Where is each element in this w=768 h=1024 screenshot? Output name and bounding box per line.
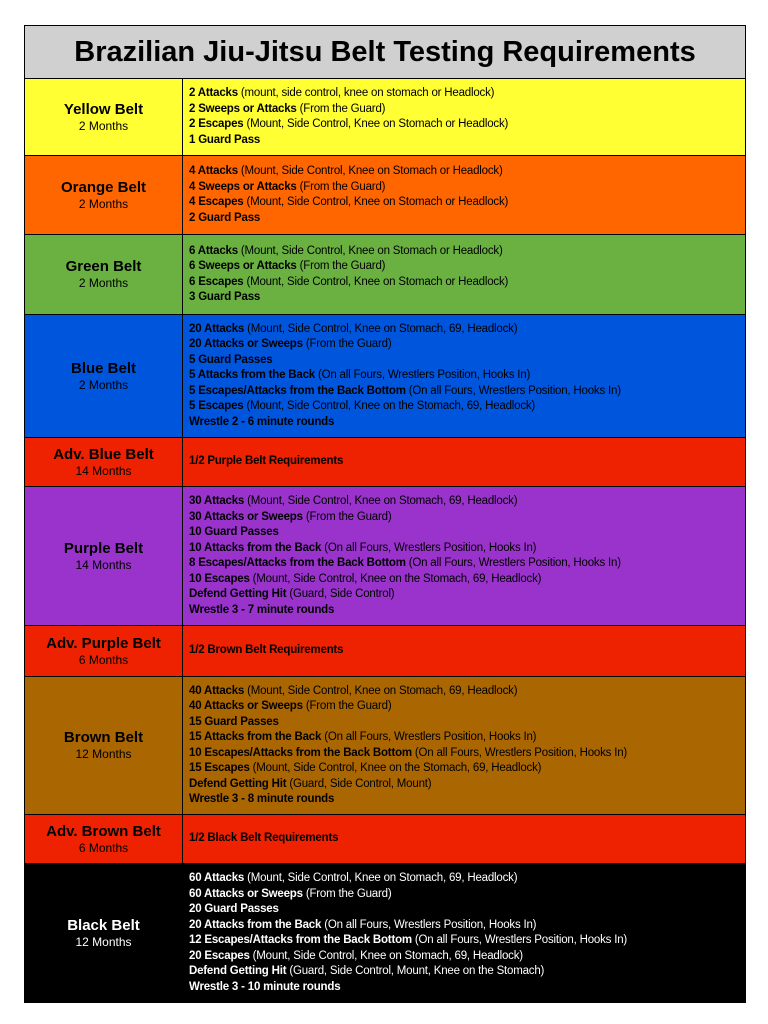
requirement-item [189,980,739,996]
requirement-title: 4 Sweeps or Attacks [189,180,297,193]
requirements-cell [183,864,745,1002]
requirement-title: Defend Getting Hit [189,588,287,600]
requirement-title: 15 Escapes [189,762,250,774]
requirement-title: Defend Getting Hit [189,777,287,790]
requirement-title: 40 Attacks or Sweeps [189,700,303,712]
requirement-title: 2 Guard Pass [189,211,261,224]
requirement-detail: (From the Guard) [302,338,392,351]
requirement-detail: (Mount, Side Control, Knee on Stomach, 69, Headlock) [244,322,518,335]
requirement-title: 20 Attacks from the Back [189,918,322,931]
belt-cell [25,438,183,486]
requirement-detail: (Mount, Side Control, Knee on Stomach or Headlock) [243,196,509,208]
requirement-item [189,86,739,102]
belt-cell [25,235,183,314]
requirement-title: 20 Guard Passes [189,903,279,915]
requirement-item [189,415,739,431]
requirement-item [189,510,739,526]
requirement-item [189,337,739,353]
requirement-detail: (Mount, Side Control, Knee on Stomach, 69, Headlock) [244,684,518,697]
requirement-item [189,902,739,918]
requirement-title: Defend Getting Hit [189,965,287,977]
requirement-title: 1/2 Black Belt Requirements [189,832,339,845]
belt-name: Orange Belt [60,178,147,196]
belt-duration: 6 Months [78,652,129,667]
belt-duration: 2 Months [78,276,129,290]
requirement-detail: (Guard, Side Control, Mount) [286,777,432,790]
belt-cell [25,487,183,625]
requirement-title: 1 Guard Pass [189,133,261,146]
requirements-cell [183,815,745,863]
requirement-detail: (From the Guard) [302,887,392,900]
belt-name: Adv. Brown Belt [46,822,161,840]
requirement-detail: (On all Fours, Wrestlers Position, Hooks In) [315,369,531,382]
belt-duration: 2 Months [78,196,129,211]
requirements-cell [183,677,745,814]
belt-row [25,438,745,487]
requirement-title: 20 Attacks [189,322,245,335]
requirement-item [189,353,739,369]
belt-name: Green Belt [65,258,142,275]
requirement-detail: (Mount, Side Control, Knee on the Stomach, 69, Headlock) [249,762,542,774]
requirement-title: 1/2 Brown Belt Requirements [189,644,344,657]
requirement-title: 5 Escapes [189,400,244,413]
page-title: Brazilian Jiu-Jitsu Belt Testing Requirements [25,26,745,79]
requirement-detail: (Mount, Side Control, Knee on the Stomach, 69, Headlock) [243,400,536,413]
belt-name: Black Belt [67,916,140,934]
requirement-detail: (On all Fours, Wrestlers Position, Hooks In) [321,731,537,743]
belt-name: Adv. Blue Belt [53,445,154,463]
requirement-title: 10 Escapes/Attacks from the Back Bottom [189,746,412,759]
requirement-item [189,933,739,949]
requirement-title: 6 Escapes [189,275,244,288]
requirement-detail: (On all Fours, Wrestlers Position, Hooks In) [405,557,621,569]
requirements-cell [183,626,745,676]
requirements-cell [183,315,745,437]
requirement-item [189,777,739,793]
requirement-item [189,384,739,400]
requirement-item [189,603,739,619]
requirement-item [189,290,739,306]
requirement-title: 8 Escapes/Attacks from the Back Bottom [189,557,406,569]
requirement-detail: (From the Guard) [296,260,386,272]
belt-row [25,156,745,235]
requirement-detail: (Mount, Side Control, Knee on Stomach, 69, Headlock) [244,495,518,507]
requirement-detail: (On all Fours, Wrestlers Position, Hooks In) [321,541,537,554]
requirement-item [189,871,739,887]
requirement-title: 30 Attacks [189,495,245,507]
belt-row [25,487,745,626]
requirement-item [189,730,739,746]
requirement-item [189,525,739,541]
belt-row [25,626,745,677]
belt-name: Brown Belt [63,729,144,746]
requirement-item [189,699,739,715]
requirement-title: 10 Guard Passes [189,526,279,538]
requirement-item [189,117,739,133]
requirement-title: 30 Attacks or Sweeps [189,510,303,523]
requirement-detail: (On all Fours, Wrestlers Position, Hooks In) [321,918,537,931]
requirement-detail: (Mount, Side Control, Knee on Stomach, 69, Headlock) [249,949,523,962]
belt-cell [25,79,183,155]
requirement-detail: (Mount, Side Control, Knee on Stomach or Headlock) [237,165,503,177]
requirement-title: 40 Attacks [189,684,245,697]
requirement-item [189,133,739,149]
requirement-item [189,164,739,180]
requirement-title: 5 Escapes/Attacks from the Back Bottom [189,384,406,397]
requirement-title: 3 Guard Pass [189,291,261,303]
requirement-title: 60 Attacks or Sweeps [189,887,303,900]
requirements-cell [183,156,745,234]
requirement-item [189,831,739,847]
requirement-title: 4 Escapes [189,196,244,208]
requirement-title: 6 Sweeps or Attacks [189,260,297,272]
requirement-item [189,454,739,470]
requirement-item [189,195,739,211]
belt-duration: 2 Months [78,118,129,133]
belt-cell [25,677,183,814]
requirement-detail: (Mount, Side Control, Knee on the Stomach, 69, Headlock) [249,572,542,585]
requirement-item [189,587,739,603]
requirement-item [189,368,739,384]
requirement-title: 10 Attacks from the Back [189,541,322,554]
requirement-title: 5 Guard Passes [189,353,273,366]
requirement-title: 20 Attacks or Sweeps [189,338,303,351]
belt-duration: 12 Months [75,934,132,949]
requirements-cell [183,438,745,486]
requirement-detail: (From the Guard) [296,180,386,193]
requirement-detail: (On all Fours, Wrestlers Position, Hooks In) [411,746,628,759]
belt-name: Yellow Belt [63,100,144,118]
requirement-detail: (On all Fours, Wrestlers Position, Hooks In) [405,384,621,397]
requirement-title: 15 Attacks from the Back [189,731,322,743]
requirement-title: 5 Attacks from the Back [189,369,315,382]
requirements-cell [183,235,745,314]
requirement-item [189,643,739,659]
requirement-item [189,761,739,777]
requirement-title: 20 Escapes [189,949,250,962]
requirement-detail: (Mount, Side Control, Knee on Stomach, 69, Headlock) [244,872,518,884]
belt-duration: 6 Months [78,840,129,855]
requirement-detail: (Mount, Side Control, Knee on Stomach or Headlock) [243,118,509,130]
belt-name: Blue Belt [70,359,136,377]
requirement-title: 10 Escapes [189,572,250,585]
belt-cell [25,626,183,676]
belt-cell [25,315,183,437]
requirement-detail: (From the Guard) [296,102,386,115]
requirement-title: 6 Attacks [189,244,238,257]
belt-row [25,864,745,1002]
requirement-title: 2 Attacks [189,87,238,99]
requirement-title: 15 Guard Passes [189,715,279,728]
requirement-title: Wrestle 3 - 7 minute rounds [189,603,335,616]
requirement-item [189,746,739,762]
requirement-detail: (Mount, Side Control, Knee on Stomach or Headlock) [243,275,509,288]
requirement-item [189,244,739,260]
requirement-detail: (On all Fours, Wrestlers Position, Hooks In) [411,934,628,946]
belt-rows [25,79,745,1002]
requirement-detail: (Guard, Side Control, Mount, Knee on the Stomach) [286,965,545,977]
requirement-title: 60 Attacks [189,872,245,884]
requirement-item [189,715,739,731]
requirement-item [189,572,739,588]
belt-requirements-table [24,25,746,1003]
requirement-title: Wrestle 3 - 10 minute rounds [189,980,341,993]
requirement-detail: (From the Guard) [302,510,392,523]
requirement-title: 1/2 Purple Belt Requirements [189,455,344,468]
belt-row [25,815,745,864]
requirement-item [189,792,739,808]
belt-cell [25,156,183,234]
requirement-title: 2 Escapes [189,118,244,130]
requirement-item [189,494,739,510]
requirement-title: Wrestle 2 - 6 minute rounds [189,415,335,428]
belt-name: Purple Belt [63,539,144,557]
belt-duration: 14 Months [75,463,132,478]
requirements-cell [183,79,745,155]
requirement-title: 4 Attacks [189,165,238,177]
requirement-item [189,102,739,118]
requirement-title: 2 Sweeps or Attacks [189,102,297,115]
requirement-detail: (Mount, Side Control, Knee on Stomach or Headlock) [237,244,503,257]
belt-row [25,677,745,815]
belt-duration: 12 Months [75,747,132,761]
requirement-item [189,964,739,980]
requirement-item [189,949,739,965]
belt-name: Adv. Purple Belt [46,634,161,652]
requirement-item [189,322,739,338]
requirement-title: 12 Escapes/Attacks from the Back Bottom [189,934,412,946]
requirement-item [189,541,739,557]
belt-row [25,315,745,438]
requirement-detail: (From the Guard) [302,700,392,712]
belt-duration: 2 Months [78,377,129,392]
requirement-detail: (Guard, Side Control) [286,588,395,600]
requirement-item [189,275,739,291]
belt-cell [25,864,183,1002]
belt-duration: 14 Months [75,557,132,572]
requirements-cell [183,487,745,625]
requirement-item [189,556,739,572]
belt-cell [25,815,183,863]
belt-row [25,235,745,315]
belt-row [25,79,745,156]
requirement-item [189,684,739,700]
requirement-title: Wrestle 3 - 8 minute rounds [189,793,335,805]
requirement-detail: (mount, side control, knee on stomach or Headlock) [237,87,495,99]
requirement-item [189,211,739,227]
requirement-item [189,259,739,275]
requirement-item [189,180,739,196]
requirement-item [189,887,739,903]
requirement-item [189,399,739,415]
requirement-item [189,918,739,934]
